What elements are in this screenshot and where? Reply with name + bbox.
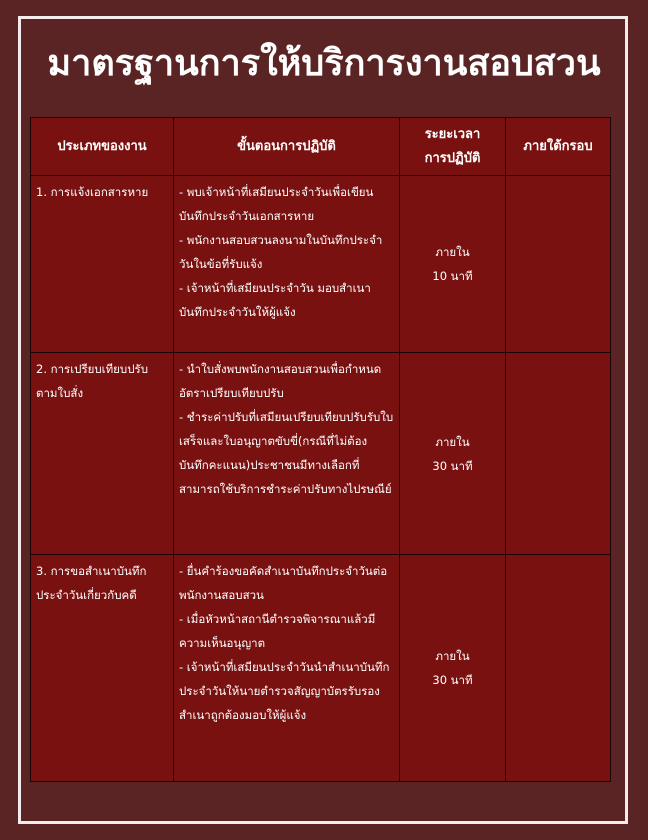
duration-line1: ภายใน [435, 649, 470, 663]
row-framework [506, 176, 611, 353]
table-row [31, 176, 611, 353]
step-item: - ชำระค่าปรับที่เสมียนเปรียบเทียบปรับรับใบเสร็จและใบอนุญาตขับขี่(กรณีที่ไม่ต้องบันทึกคะแนน)ประชาชนมีทางเลือกที่สามารถใช้บริการชำระค่าปรับทางไปรษณีย์ [179, 410, 394, 496]
table-row [31, 555, 611, 782]
header-duration-line1: ระยะเวลา [424, 126, 481, 142]
header-duration-line2: การปฏิบัติ [424, 150, 481, 166]
step-item: - นำใบสั่งพบพนักงานสอบสวนเพื่อกำหนดอัตราเปรียบเทียบปรับ [179, 362, 382, 400]
step-item: - พนักงานสอบสวนลงนามในบันทึกประจำวันในข้อที่รับแจ้ง [179, 233, 383, 271]
row-duration [400, 176, 506, 353]
duration-line1: ภายใน [435, 434, 470, 449]
row-steps [174, 555, 400, 782]
row-duration [400, 353, 506, 555]
row-type: 2. การเปรียบเทียบปรับตามใบสั่ง [31, 353, 174, 555]
row-steps [174, 176, 400, 353]
row-framework [506, 353, 611, 555]
header-duration [400, 118, 506, 176]
header-type: ประเภทของงาน [31, 118, 174, 176]
row-type: 1. การแจ้งเอกสารหาย [31, 176, 174, 353]
row-type: 3. การขอสำเนาบันทึกประจำวันเกี่ยวกับคดี [31, 555, 174, 782]
duration-line1: ภายใน [435, 245, 470, 259]
row-duration [400, 555, 506, 782]
step-item: - เจ้าหน้าที่เสมียนประจำวัน มอบสำเนาบันทึกประจำวันให้ผู้แจ้ง [179, 281, 371, 319]
service-standard-table [30, 117, 611, 782]
table-header-row [31, 118, 611, 176]
table-row [31, 353, 611, 555]
step-item: - พบเจ้าหน้าที่เสมียนประจำวันเพื่อเขียนบันทึกประจำวันเอกสารหาย [179, 185, 374, 223]
step-item: - ยื่นคำร้องขอคัดสำเนาบันทึกประจำวันต่อพนักงานสอบสวน [179, 564, 388, 602]
row-steps [174, 353, 400, 555]
step-item: - เจ้าหน้าที่เสมียนประจำวันนำสำเนาบันทึกประจำวันให้นายตำรวจสัญญาบัตรรับรองสำเนาถูกต้องมอบให้ผู้แจ้ง [179, 660, 390, 722]
duration-line2: 30 นาที [432, 458, 473, 473]
page-title: มาตรฐานการให้บริการงานสอบสวน [47, 43, 601, 84]
duration-line2: 30 นาที [432, 673, 473, 687]
duration-line2: 10 นาที [432, 269, 473, 283]
row-framework [506, 555, 611, 782]
header-framework: ภายใต้กรอบ [506, 118, 611, 176]
header-steps: ขั้นตอนการปฏิบัติ [174, 118, 400, 176]
step-item: - เมื่อหัวหน้าสถานีตำรวจพิจารณาแล้วมีความเห็นอนุญาต [179, 612, 376, 650]
